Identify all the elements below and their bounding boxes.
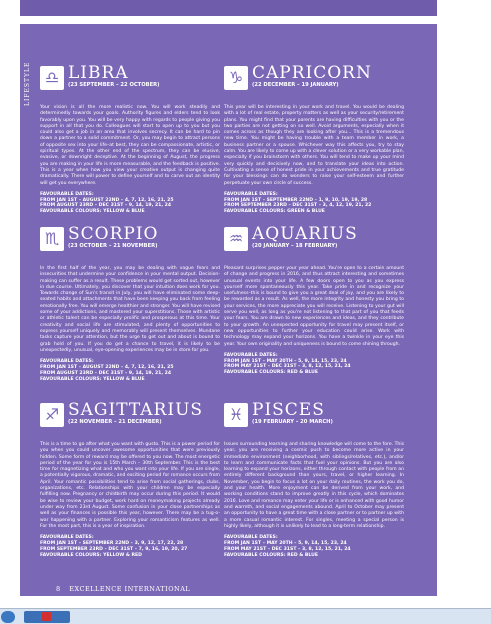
sign-dates: (19 FEBRUARY – 20 MARCH) xyxy=(252,419,333,425)
fav-dates-line: FROM MAY 21ST – DEC 31ST – 3, 8, 12, 15, 21, 24 xyxy=(224,546,351,552)
pdf-app-icon xyxy=(42,612,51,621)
fav-dates-line: FROM SEPTEMBER 23RD – DEC 31ST – 3, 4, 12, 19, 21, 22 xyxy=(224,203,372,209)
sign-name: AQUARIUS xyxy=(252,224,358,244)
capricorn-icon: ♑ xyxy=(224,66,248,90)
fav-dates-line: FROM JAN 1ST – AUGUST 22ND – 4, 7, 12, 16, 21, 25 xyxy=(40,197,174,203)
sign-capricorn xyxy=(224,64,404,215)
page-top-strip xyxy=(20,0,437,16)
start-button[interactable] xyxy=(1,611,15,623)
sign-name: SAGITTARIUS xyxy=(68,400,204,420)
sign-libra xyxy=(40,64,220,215)
sign-text: This year will be interesting in your work and travel. You would be dealing with a lot of real estate, property matters as well as your security/retirement plans. You might find that your parents are having difficulties with you or the two parties are not getting on so well. Avoid arguments, especially when it comes across as though they are looking after you... This is a tremendous new time. You might be having trouble with a team member in work, a business partner or a spouse. Whichever way this affects you, try to stay calm. You are likely to come up with a clever solution or a very workable plan, especially if you brainstorm with others. You will tend to make up your mind very quickly and decisively now, and to translate your ideas into action. Cultivating a sense of honest pride in your achievements and true gratitude for your blessings can do wonders to raise your self-esteem and further perpetuate your own circle of success. xyxy=(224,105,404,186)
sign-text: This is a time to go after what you want with gusto. This is a power period for you when you could uncover awesome opportunities that were previously hidden. Some form of reward may be offered to you now. The most energetic period of the year for you is 15th March – 30th September. This is the best time for magnetizing what and who you want into your life. If you are single, a potentially vigorous, dramatic, and exciting period for romance occurs from April. Your romantic possibilities tend to arise from social gatherings, clubs, organizations, etc. Relationships with your children may be especially fulfilling now. Pregnancy or childbirth may occur during this period. It would be wise to review your budget, work hard on moneymaking projects already under way from 23rd August. Some confusion in your close partnerships as well as your finances is possible this year, however. There may be a tug-o-war happening with a partner. Exploring your romanticism features as well. For the most part, this is a year of inspiration. xyxy=(40,442,220,529)
sign-text: Pleasant surprises pepper your year ahead. You're open to a certain amount of change and progress in 2016, and thus attract interesting and sometimes unusual events into your life. A few doors open to you as you express yourself more spontaneously this year. Take pride in and recognize your usefulness–this is bound to give you a great deal of joy, and you are likely to be rewarded as a result. As well, the more integrity and honesty you bring to your services, the more appreciate you will receive. Listening to your gut will serve you well, as long as you're not listening to that part of you that feeds your fears. You are drawn to new experiences and ideas, and they contribute to your growth. An unexpected opportunity for travel may present itself, or new opportunities to further your education could arise. Work with technology may expand your horizons. You have a twinkle in your eye this year. Your own originality and uniqueness is bound to come shining through. xyxy=(224,266,404,347)
sign-name: SCORPIO xyxy=(68,224,159,244)
sign-name: CAPRICORN xyxy=(252,63,372,83)
page-gap xyxy=(20,16,437,24)
taskbar xyxy=(0,608,491,624)
fav-dates-label: FAVOURABLE DATES: xyxy=(40,191,94,197)
sign-aquarius xyxy=(224,225,404,376)
fav-colours: FAVOURABLE COLOURS: RED & BLUE xyxy=(224,552,319,558)
page-footer xyxy=(56,585,190,593)
page-number: 8 xyxy=(56,585,61,593)
fav-dates-line: FROM JAN 1ST – SEPTEMBER 22ND – 3, 9, 12, 17, 22, 28 xyxy=(40,540,184,546)
scorpio-icon: ♏ xyxy=(40,227,64,251)
fav-dates-label: FAVOURABLE DATES: xyxy=(40,359,94,365)
sign-dates: (23 SEPTEMBER – 22 OCTOBER) xyxy=(68,82,160,88)
fav-dates-line: FROM SEPTEMBER 23RD – DEC 31ST – 7, 9, 16, 19, 20, 27 xyxy=(40,546,188,552)
libra-icon: ♎ xyxy=(40,66,64,90)
fav-dates-line: FROM JAN 1ST – AUGUST 22ND – 4, 7, 12, 16, 21, 25 xyxy=(40,364,174,370)
taskbar-app-button[interactable] xyxy=(24,611,70,623)
sign-name: PISCES xyxy=(252,400,325,420)
sign-scorpio xyxy=(40,225,220,382)
aquarius-icon: ♒ xyxy=(224,227,248,251)
sign-dates: (22 NOVEMBER – 21 DECEMBER) xyxy=(68,419,162,425)
fav-colours: FAVOURABLE COLOURS: RED & BLUE xyxy=(224,370,319,376)
fav-dates-label: FAVOURABLE DATES: xyxy=(224,535,278,541)
fav-colours: FAVOURABLE COLOURS: YELLOW & BLUE xyxy=(40,376,145,382)
sign-text: Your vision is all the more realistic now. You will work steadily and determinedly towards your goals. Authority figures and elders tend to look favorably upon you. You will be very happy with regards to people giving you support in all that you do. Colleagues will start to open up to you but you could also get a job in an area that involves secrecy. It can be hard to pin down a partner to a solid commitment. Or, you may begin to attract persons of opposite sex into your life–at best, they can be compassionate, artistic, or spiritual types. At the other end of the spectrum, they can be elusive, evasive, or downright deceptive. At the beginning of August, the progress you are making in your life is more measurable, and the feedback is positive. This is a year when how you view your creative output is changing quite dramatically. There will power to define yourself and to carve out an identity will get you everywhere. xyxy=(40,105,220,186)
fav-dates-label: FAVOURABLE DATES: xyxy=(224,191,278,197)
sign-pisces xyxy=(224,401,404,558)
sign-name: LIBRA xyxy=(68,63,129,83)
publication-title: EXCELLENCE INTERNATIONAL xyxy=(69,585,191,593)
fav-colours: FAVOURABLE COLOURS: GREEN & BLUE xyxy=(224,209,325,215)
fav-colours: FAVOURABLE COLOURS: YELLOW & RED xyxy=(40,552,142,558)
sign-text: Issues surrounding learning and sharing knowledge will come to the fore. This year, you are receiving a cosmic push to become more active in your immediate environment (neighborhood, with siblings/relatives, etc.), and/or to learn and communicate facts that fuel your opinions. But you are also learning to expand your horizons, either through contact with people from an entirely different background than yours, travel, or higher learning. In November, you begin to focus a lot on your daily routines, the work you do, and your health. More enjoyment can be derived from your work, and working conditions stand to improve greatly in this cycle, which dominates 2016. Love and romance may enter your life or is enhanced with good humor and warmth, and social engagements abound. April to October may present an opportunity to have a great time with a close partner or to partner up with a more casual romantic interest. For singles, meeting a special person is highly likely, although it is unlikely to lead to a long-term relationship. xyxy=(224,442,404,529)
fav-dates-line: FROM JAN 1ST – MAY 20TH – 5, 9, 14, 15, 23, 24 xyxy=(224,358,347,364)
fav-dates-line: FROM MAY 21ST – DEC 31ST – 3, 8, 12, 15, 21, 24 xyxy=(224,364,351,370)
sign-dates: (22 DECEMBER – 19 JANUARY) xyxy=(252,82,339,88)
sign-dates: (23 OCTOBER – 21 NOVEMBER) xyxy=(68,243,158,249)
fav-dates-label: FAVOURABLE DATES: xyxy=(40,535,94,541)
fav-dates-line: FROM AUGUST 23RD – DEC 31ST – 9, 14, 19, 21, 24 xyxy=(40,370,172,376)
pisces-icon: ♓ xyxy=(224,403,248,427)
sign-dates: (20 JANUARY – 18 FEBRUARY) xyxy=(252,243,338,249)
fav-dates-label: FAVOURABLE DATES: xyxy=(224,352,278,358)
fav-dates-line: FROM JAN 1ST – MAY 20TH – 5, 9, 14, 15, 23, 24 xyxy=(224,540,347,546)
fav-dates-line: FROM AUGUST 23RD – DEC 31ST – 9, 14, 19, 21, 24 xyxy=(40,203,172,209)
sign-sagittarius xyxy=(40,401,220,558)
sagittarius-icon: ♐ xyxy=(40,403,64,427)
fav-colours: FAVOURABLE COLOURS: YELLOW & BLUE xyxy=(40,209,145,215)
fav-dates-line: FROM JAN 1ST – SEPTEMBER 22ND – 1, 9, 10, 19, 19, 28 xyxy=(224,197,368,203)
sign-text: In the first half of the year, you may be dealing with vague fears and insecurities that undermine your confidence in your mental output. Decision-making can suffer as a result. These problems would get sorted out, however in due course. Ultimately, you discover that your intuition does work for you. Towards change of Sun's transit in July, you will have eliminated some deep-seated habits and attachments that have been keeping you back from feeling emotionally free. You will emerge healthier and stronger. You will have revised some of your addictions, and mastered your superstitions. Those with artistic or athletic talent can be especially prolific and prosperous at this time. Your creativity and social life are stimulated, and plenty of opportunities to express yourself uniquely and memorably will present themselves. Mundane tasks capture your attention, but the urge to get out and about is bound to grab hold of you. If you do get a chance to travel, it is likely to be unexpectedly, unusual, eye-opening experiences may be in store for you. xyxy=(40,266,220,353)
section-side-label: LIFESTYLE xyxy=(24,61,31,106)
